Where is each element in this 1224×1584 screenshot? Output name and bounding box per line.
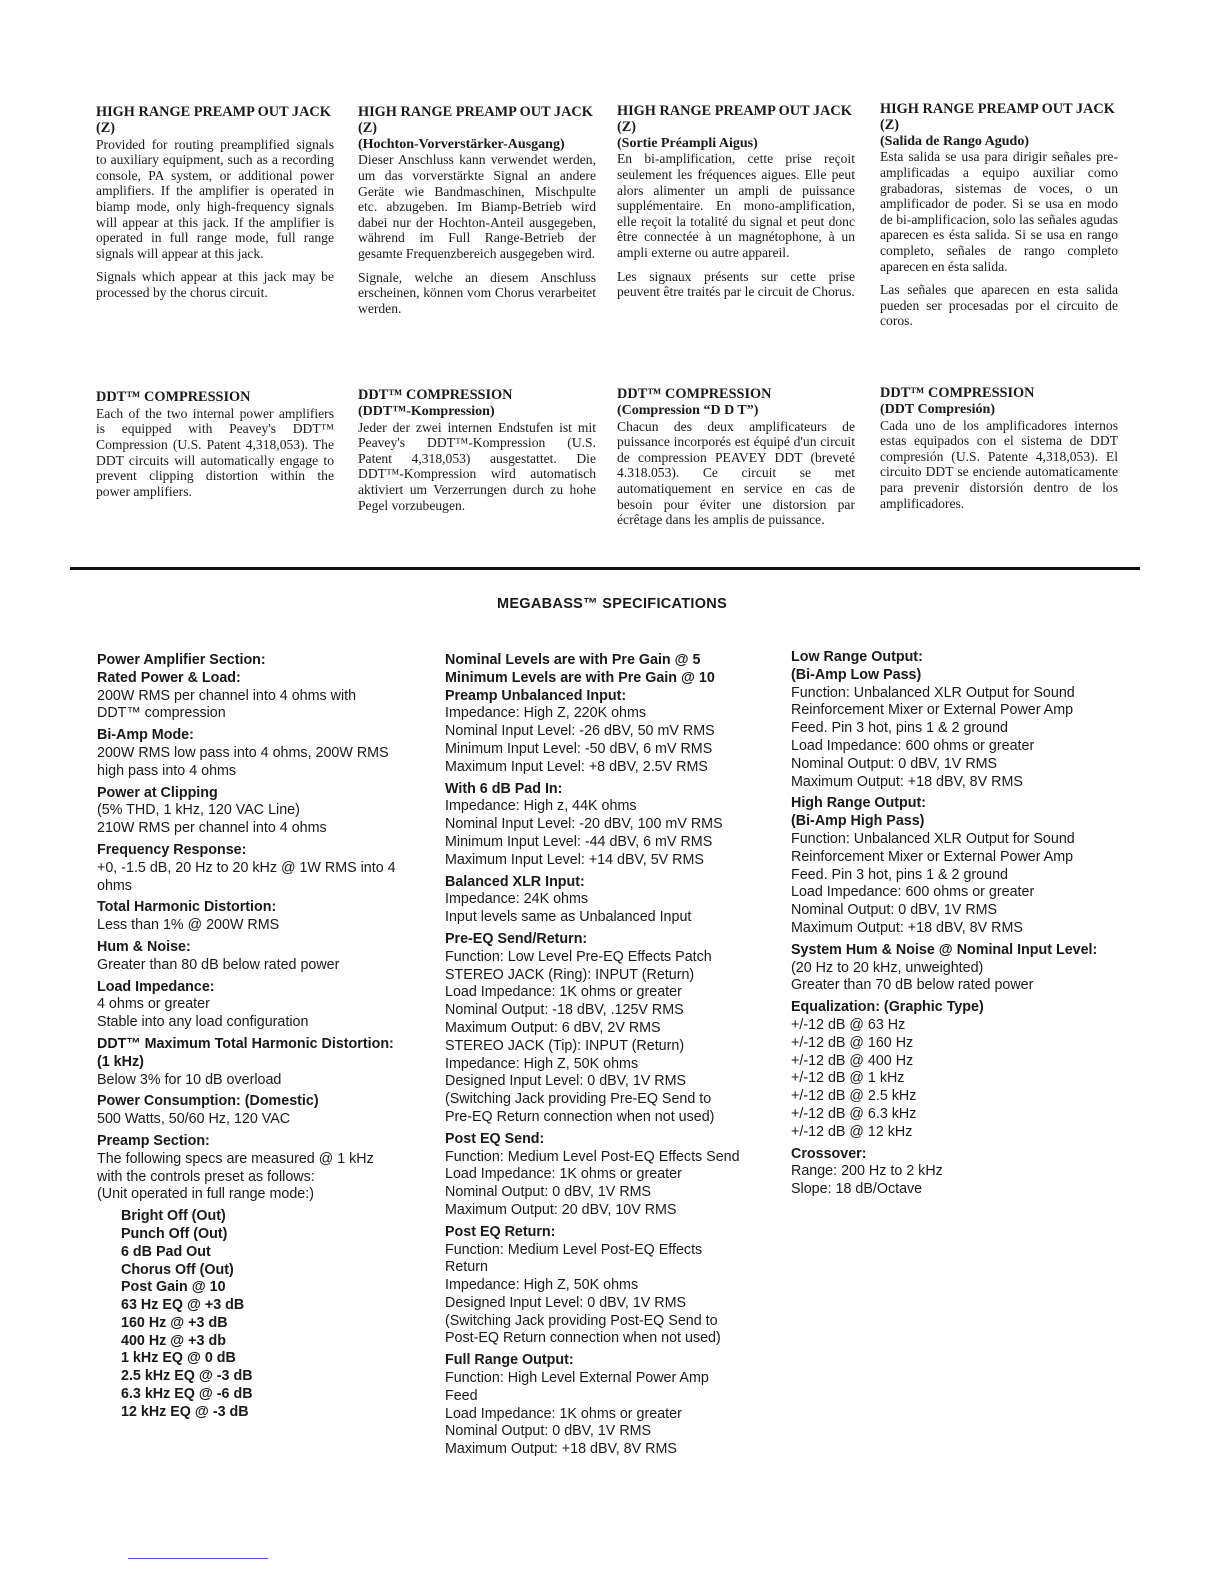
paragraph: Signals which appear at this jack may be processed by the chorus circuit. [96, 269, 334, 300]
paragraph: Each of the two internal power amplifiers is equipped with Peavey's DDT™ Compression (U.S. Patent 4,318,053). The DDT circuits will automatically engage to prevent clipping distortion within the power amplifiers. [96, 405, 334, 499]
english-ddt-column [96, 390, 334, 499]
preamp-preset-list [97, 1208, 437, 1422]
spec-line: Reinforcement Mixer or External Power Amp [791, 702, 1074, 719]
spec-line: Function: Medium Level Post-EQ Effects Send [445, 1148, 740, 1165]
spec-column-1 [97, 652, 437, 1422]
section-subtitle: (Hochton-Vorverstärker-Ausgang) [358, 136, 565, 152]
section-title: DDT™ COMPRESSION [96, 389, 251, 405]
spec-heading: Frequency Response: [97, 841, 247, 858]
spec-line: +0, -1.5 dB, 20 Hz to 20 kHz @ 1W RMS into 4 [97, 859, 396, 876]
spec-line: Nominal Output: 0 dBV, 1V RMS [791, 902, 998, 919]
spec-block [97, 842, 437, 895]
spec-line: Load Impedance: 1K ohms or greater [445, 1166, 682, 1183]
spec-line: (Unit operated in full range mode:) [97, 1186, 314, 1203]
spec-line: Function: High Level External Power Amp [445, 1370, 709, 1387]
spec-heading: (Bi-Amp High Pass) [791, 813, 925, 830]
section-subtitle: (Salida de Rango Agudo) [880, 133, 1029, 149]
spec-line: Nominal Output: -18 dBV, .125V RMS [445, 1002, 684, 1019]
spec-line: +/-12 dB @ 6.3 kHz [791, 1105, 917, 1122]
spec-block [445, 652, 785, 670]
spec-heading: Bi-Amp Mode: [97, 727, 194, 744]
spec-line: Load Impedance: 600 ohms or greater [791, 737, 1035, 754]
spec-line: Nominal Input Level: -26 dBV, 50 mV RMS [445, 723, 715, 740]
spec-line: (Switching Jack providing Post-EQ Send to [445, 1312, 718, 1329]
spec-line: Stable into any load configuration [97, 1014, 309, 1031]
section-subtitle: (DDT Compresión) [880, 401, 995, 417]
spec-line: Nominal Input Level: -20 dBV, 100 mV RMS [445, 816, 723, 833]
preset-item: Post Gain @ 10 [121, 1279, 226, 1296]
spec-line: STEREO JACK (Tip): INPUT (Return) [445, 1037, 685, 1054]
spec-block [97, 652, 437, 670]
preset-item: Chorus Off (Out) [121, 1261, 234, 1278]
preset-item: 2.5 kHz EQ @ -3 dB [121, 1368, 253, 1385]
spec-block [97, 1133, 437, 1204]
spec-block [791, 649, 1136, 667]
spec-line: Nominal Output: 0 dBV, 1V RMS [445, 1423, 652, 1440]
spec-line: Maximum Input Level: +8 dBV, 2.5V RMS [445, 758, 708, 775]
paragraph: Cada uno de los amplificadores internos estas equipados con el sistema de DDT compresión (U.S. Patente 4,318,053). El circuito DDT se enciende automaticamente para prevenir distorsión dentro de los amplificadores. [880, 417, 1118, 511]
spec-block [97, 785, 437, 838]
spec-line: Maximum Output: 20 dBV, 10V RMS [445, 1201, 677, 1218]
spec-line: Function: Low Level Pre-EQ Effects Patch [445, 948, 712, 965]
spec-heading: Preamp Unbalanced Input: [445, 687, 627, 704]
spec-heading: With 6 dB Pad In: [445, 780, 563, 797]
paragraph: Jeder der zwei internen Endstufen ist mit Peavey's DDT™-Kompression (U.S. Patent 4,318,053) ausgestattet. Die DDT™-Kompression wird automatisch aktiviert um Verzerrungen durch zu hohe Pegel vorzubeugen. [358, 419, 596, 513]
spec-line: DDT™ compression [97, 705, 226, 722]
spec-heading: Nominal Levels are with Pre Gain @ 5 [445, 652, 701, 668]
spec-line: STEREO JACK (Ring): INPUT (Return) [445, 966, 695, 983]
paragraph: Esta salida se usa para dirigir señales pre-amplificadas a equipo auxiliar como grabadoras, sistemas de voces, o un amplificador de poder. Si se usa en modo de bi-amplificacion, solo las señales agudas aparecen es ésta salida. Si se usa en rango completo, señales de rango completo aparecen en ésta salida. [880, 149, 1118, 274]
spec-heading: Load Impedance: [97, 978, 215, 995]
spec-line: Range: 200 Hz to 2 kHz [791, 1163, 943, 1180]
spec-line: Impedance: High Z, 50K ohms [445, 1277, 639, 1294]
spec-line: Return [445, 1259, 488, 1276]
spec-line: Designed Input Level: 0 dBV, 1V RMS [445, 1073, 687, 1090]
spec-line: +/-12 dB @ 12 kHz [791, 1123, 913, 1140]
preset-item: 160 Hz @ +3 dB [121, 1314, 228, 1331]
spec-block [791, 1146, 1136, 1199]
spec-block [791, 813, 1136, 938]
spec-block [791, 667, 1136, 792]
spec-line: Load Impedance: 1K ohms or greater [445, 1405, 682, 1422]
spec-line: Nominal Output: 0 dBV, 1V RMS [791, 755, 998, 772]
spec-block [445, 874, 785, 927]
section-subtitle: (DDT™-Kompression) [358, 403, 495, 419]
spec-line: Impedance: 24K ohms [445, 891, 589, 908]
spec-line: Maximum Output: +18 dBV, 8V RMS [791, 919, 1023, 936]
spec-block [97, 1093, 437, 1129]
spec-line: 200W RMS low pass into 4 ohms, 200W RMS [97, 744, 389, 761]
paragraph: Signale, welche an diesem Anschluss erscheinen, können vom Chorus verarbeitet werden. [358, 269, 596, 316]
preset-item: 6 dB Pad Out [121, 1243, 211, 1260]
spec-line: Greater than 80 dB below rated power [97, 956, 340, 973]
spec-heading: Power Amplifier Section: [97, 652, 266, 668]
spec-line: Less than 1% @ 200W RMS [97, 917, 280, 934]
spec-line: 200W RMS per channel into 4 ohms with [97, 687, 357, 704]
spec-line: high pass into 4 ohms [97, 762, 237, 779]
spec-block [791, 999, 1136, 1141]
spec-heading: Minimum Levels are with Pre Gain @ 10 [445, 669, 715, 686]
spec-line: Maximum Output: 6 dBV, 2V RMS [445, 1019, 661, 1036]
spec-line: Input levels same as Unbalanced Input [445, 909, 692, 926]
preset-item: 400 Hz @ +3 db [121, 1332, 226, 1349]
spec-heading: Rated Power & Load: [97, 669, 241, 686]
spec-column-2 [445, 652, 785, 1463]
spec-heading: Equalization: (Graphic Type) [791, 999, 984, 1016]
spec-line: +/-12 dB @ 63 Hz [791, 1016, 906, 1033]
german-column [358, 105, 596, 316]
spec-line: 4 ohms or greater [97, 996, 210, 1013]
paragraph: Provided for routing preamplified signals to auxiliary equipment, such as a recording console, PA system, or additional power amplifiers. If the amplifier is operated in biamp mode, only high-frequency signals will appear at this jack. If the amplifier is operated in full range mode, full range signals will appear at this jack. [96, 136, 334, 261]
spec-line: Impedance: High z, 44K ohms [445, 798, 637, 815]
spec-line: The following specs are measured @ 1 kHz [97, 1150, 374, 1167]
spec-line: Maximum Input Level: +14 dBV, 5V RMS [445, 851, 704, 868]
spec-line: Reinforcement Mixer or External Power Amp [791, 848, 1074, 865]
spec-block [97, 727, 437, 780]
high-range-section-en [96, 105, 334, 301]
spec-block [97, 939, 437, 975]
spec-line: (5% THD, 1 kHz, 120 VAC Line) [97, 802, 300, 819]
spec-line: Below 3% for 10 dB overload [97, 1071, 282, 1088]
preset-item: 1 kHz EQ @ 0 dB [121, 1350, 236, 1367]
section-title: HIGH RANGE PREAMP OUT JACK (Z) [96, 104, 331, 136]
spec-block [445, 931, 785, 1127]
spec-line: +/-12 dB @ 1 kHz [791, 1070, 905, 1087]
spec-heading: (Bi-Amp Low Pass) [791, 666, 922, 683]
spec-line: Load Impedance: 1K ohms or greater [445, 984, 682, 1001]
spec-line: Slope: 18 dB/Octave [791, 1181, 923, 1198]
spec-line: Greater than 70 dB below rated power [791, 977, 1034, 994]
spec-heading: Balanced XLR Input: [445, 873, 585, 890]
spec-line: Nominal Output: 0 dBV, 1V RMS [445, 1184, 652, 1201]
spec-block [97, 670, 437, 723]
spec-block [97, 1054, 437, 1090]
paragraph: Dieser Anschluss kann verwendet werden, um das vorverstärkte Signal an andere Geräte wie Bandmaschinen, Mischpulte etc. abzugeben. Im Biamp-Betrieb wird dabei nur der Hochton-Anteil ausgegeben, während im Full Range-Betrieb der gesamte Frequenzbereich ausgegeben wird. [358, 152, 596, 261]
spec-block [791, 795, 1136, 813]
spec-heading: Crossover: [791, 1145, 867, 1162]
spec-line: Feed [445, 1387, 478, 1404]
preset-item: 6.3 kHz EQ @ -6 dB [121, 1386, 253, 1403]
spec-heading: Pre-EQ Send/Return: [445, 930, 588, 947]
french-column [617, 104, 855, 300]
section-subtitle: (Sortie Préampli Aigus) [617, 135, 758, 151]
footer-link-underline [128, 1558, 268, 1559]
spec-line: Minimum Input Level: -44 dBV, 6 mV RMS [445, 833, 713, 850]
spec-line: (Switching Jack providing Pre-EQ Send to [445, 1091, 712, 1108]
spec-line: 210W RMS per channel into 4 ohms [97, 820, 327, 837]
spec-line: (20 Hz to 20 kHz, unweighted) [791, 959, 984, 976]
section-title: HIGH RANGE PREAMP OUT JACK (Z) [617, 103, 852, 135]
spec-block [791, 942, 1136, 995]
spec-line: +/-12 dB @ 160 Hz [791, 1034, 914, 1051]
spec-block [445, 1131, 785, 1220]
paragraph: Les signaux présents sur cette prise peuvent être traités par le circuit de Chorus. [617, 268, 855, 300]
spec-block [97, 899, 437, 935]
spec-heading: Post EQ Send: [445, 1130, 545, 1147]
spec-line: Pre-EQ Return connection when not used) [445, 1108, 715, 1125]
spanish-column [880, 102, 1118, 329]
spec-column-3 [791, 649, 1136, 1203]
spec-heading: Preamp Section: [97, 1132, 210, 1149]
spec-block [445, 688, 785, 777]
french-ddt-column [617, 387, 855, 528]
spec-heading: Low Range Output: [791, 649, 923, 665]
spec-heading: High Range Output: [791, 795, 927, 812]
spec-line: Maximum Output: +18 dBV, 8V RMS [791, 773, 1023, 790]
spec-line: Function: Medium Level Post-EQ Effects [445, 1241, 703, 1258]
spec-block [445, 781, 785, 870]
spec-title: MEGABASS™ SPECIFICATIONS [496, 596, 728, 612]
spec-block [97, 979, 437, 1032]
spec-line: Function: Unbalanced XLR Output for Sound [791, 830, 1075, 847]
section-title: DDT™ COMPRESSION [880, 385, 1035, 401]
paragraph: Chacun des deux amplificateurs de puissance incorporés est équipé d'un circuit de compression PEAVEY DDT (breveté 4.318.053). Ce circuit se met automatiquement en service en cas de besoin pour éviter une distorsion par écrêtage dans les amplis de puissance. [617, 418, 855, 528]
section-title: HIGH RANGE PREAMP OUT JACK (Z) [880, 101, 1115, 133]
spec-heading: Total Harmonic Distortion: [97, 899, 277, 916]
spec-heading: (1 kHz) [97, 1053, 144, 1070]
spec-line: Feed. Pin 3 hot, pins 1 & 2 ground [791, 866, 1008, 883]
spec-line: 500 Watts, 50/60 Hz, 120 VAC [97, 1111, 291, 1128]
preset-item: Bright Off (Out) [121, 1208, 226, 1225]
spec-line: Post-EQ Return connection when not used) [445, 1330, 721, 1347]
spec-line: +/-12 dB @ 2.5 kHz [791, 1088, 917, 1105]
spec-line: Impedance: High Z, 220K ohms [445, 705, 647, 722]
spec-line: Impedance: High Z, 50K ohms [445, 1055, 639, 1072]
german-ddt-column [358, 388, 596, 513]
spec-heading: System Hum & Noise @ Nominal Input Level: [791, 941, 1098, 958]
section-divider [70, 567, 1140, 570]
paragraph: En bi-amplification, cette prise reçoit seulement les fréquences aigues. Elle peut alors alimenter un ampli de puissance supplémentaire. En mono-amplification, elle reçoit la totalité du signal et peut donc être connectée à un magnétophone, à un ampli externe ou autre appareil. [617, 151, 855, 260]
section-title: DDT™ COMPRESSION [617, 386, 772, 402]
spec-line: Maximum Output: +18 dBV, 8V RMS [445, 1441, 677, 1458]
spec-heading: Full Range Output: [445, 1352, 574, 1369]
spec-heading: Post EQ Return: [445, 1223, 556, 1240]
spec-line: ohms [97, 877, 132, 894]
preset-item: Punch Off (Out) [121, 1225, 228, 1242]
spec-line: with the controls preset as follows: [97, 1168, 315, 1185]
spec-line: Feed. Pin 3 hot, pins 1 & 2 ground [791, 720, 1008, 737]
english-column [96, 105, 334, 301]
spec-heading: Power at Clipping [97, 784, 218, 801]
paragraph: Las señales que aparecen en esta salida pueden ser procesadas por el circuito de coros. [880, 282, 1118, 329]
section-title: DDT™ COMPRESSION [358, 387, 513, 403]
spec-heading: Hum & Noise: [97, 938, 191, 955]
spec-block [445, 670, 785, 688]
preset-item: 12 kHz EQ @ -3 dB [121, 1403, 249, 1420]
section-subtitle: (Compression “D D T”) [617, 402, 759, 418]
preset-item: 63 Hz EQ @ +3 dB [121, 1297, 245, 1314]
spec-line: Function: Unbalanced XLR Output for Sound [791, 684, 1075, 701]
spec-line: Load Impedance: 600 ohms or greater [791, 884, 1035, 901]
spanish-ddt-column [880, 386, 1118, 511]
spec-heading: Power Consumption: (Domestic) [97, 1093, 319, 1110]
spec-line: +/-12 dB @ 400 Hz [791, 1052, 914, 1069]
spec-line: Designed Input Level: 0 dBV, 1V RMS [445, 1294, 687, 1311]
spec-block [97, 1036, 437, 1054]
spec-line: Minimum Input Level: -50 dBV, 6 mV RMS [445, 740, 713, 757]
spec-block [445, 1352, 785, 1459]
spec-block [445, 1224, 785, 1349]
spec-heading: DDT™ Maximum Total Harmonic Distortion: [97, 1035, 394, 1052]
section-title: HIGH RANGE PREAMP OUT JACK (Z) [358, 104, 593, 136]
